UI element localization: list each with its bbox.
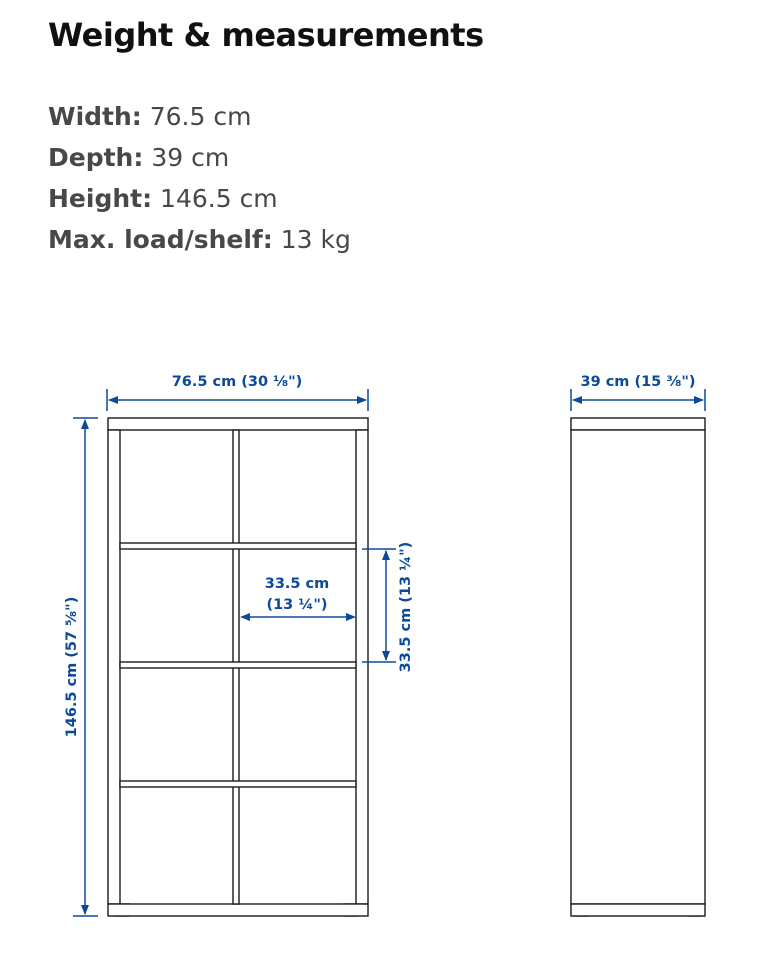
front-right-panel — [356, 430, 368, 904]
compartment-width-dimension — [240, 576, 356, 621]
side-bottom-panel — [571, 904, 705, 916]
spec-value: 39 cm — [151, 143, 230, 172]
front-shelf-3 — [120, 781, 356, 787]
spec-label: Depth: — [48, 143, 144, 172]
spec-label: Height: — [48, 184, 153, 213]
front-view — [108, 418, 368, 916]
arrow-right-icon — [357, 396, 367, 404]
arrow-left-icon — [240, 613, 250, 621]
compartment-width-label-line2: (13 ¼") — [266, 597, 328, 613]
arrow-left-icon — [108, 396, 118, 404]
front-height-dimension — [64, 418, 98, 916]
spec-label: Width: — [48, 102, 142, 131]
front-left-panel — [108, 430, 120, 904]
arrow-right-icon — [694, 396, 704, 404]
spec-value: 13 kg — [280, 225, 351, 254]
spec-value: 146.5 cm — [160, 184, 278, 213]
front-shelf-2 — [120, 662, 356, 668]
arrow-left-icon — [572, 396, 582, 404]
side-panel — [571, 430, 705, 904]
arrow-down-icon — [81, 905, 89, 915]
compartment-height-label: 33.5 cm (13 ¼") — [398, 541, 414, 673]
section-title: Weight & measurements — [48, 16, 484, 54]
side-top-panel — [571, 418, 705, 430]
side-depth-dimension — [571, 374, 705, 411]
front-width-dimension — [107, 374, 368, 411]
front-height-label: 146.5 cm (57 ⅝") — [64, 596, 80, 738]
spec-value: 76.5 cm — [149, 102, 252, 131]
arrow-up-icon — [81, 419, 89, 429]
compartment-width-label-line1: 33.5 cm — [264, 576, 330, 592]
front-bottom-panel — [108, 904, 368, 916]
front-top-panel — [108, 418, 368, 430]
compartment-height-dimension — [362, 542, 414, 673]
arrow-right-icon — [346, 613, 356, 621]
front-width-label: 76.5 cm (30 ⅛") — [171, 374, 303, 390]
side-depth-label: 39 cm (15 ⅜") — [580, 374, 696, 390]
spec-label: Max. load/shelf: — [48, 225, 273, 254]
arrow-down-icon — [382, 651, 390, 661]
side-view — [571, 418, 705, 916]
front-shelf-1 — [120, 543, 356, 549]
arrow-up-icon — [382, 550, 390, 560]
